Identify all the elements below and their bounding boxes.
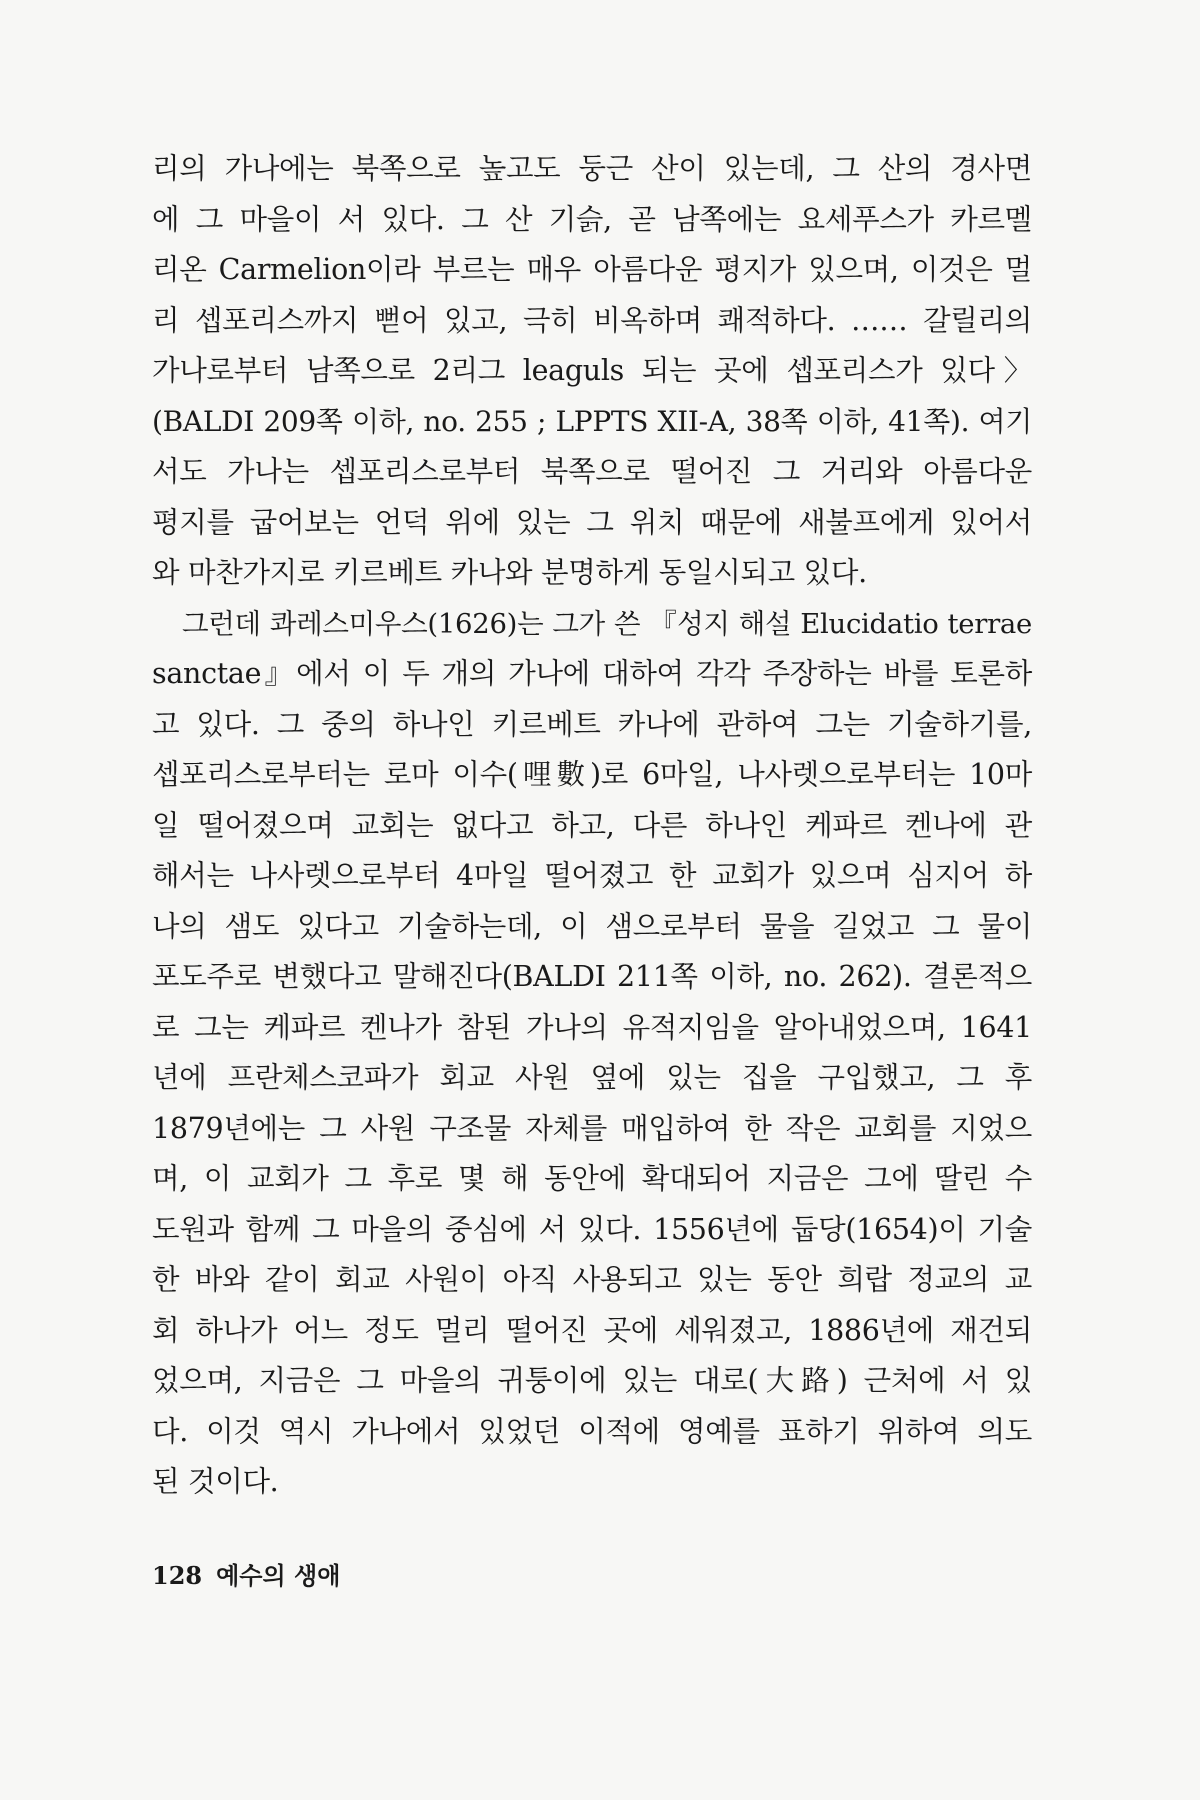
text-line: 서도 가나는 셉포리스로부터 북쪽으로 떨어진 그 거리와 아름다운 — [152, 455, 1032, 488]
text-line: 리의 가나에는 북쪽으로 높고도 둥근 산이 있는데, 그 산의 경사면 — [152, 152, 1032, 185]
body-text — [152, 144, 1032, 1508]
text-line: 고 있다. 그 중의 하나인 키르베트 카나에 관하여 그는 기술하기를, — [152, 707, 1032, 741]
text-line: 리온 Carmelion이라 부르는 매우 아름다운 평지가 있으며, 이것은 멀 — [152, 253, 1032, 286]
text-line: 그런데 콰레스미우스(1626)는 그가 쓴 『성지 해설 Elucidatio terrae — [182, 607, 1032, 640]
text-line: 나의 샘도 있다고 기술하는데, 이 샘으로부터 물을 길었고 그 물이 — [152, 909, 1032, 943]
text-line: 리 셉포리스까지 뻗어 있고, 극히 비옥하며 쾌적하다. …… 갈릴리의 — [152, 303, 1032, 337]
text-line: sanctae』에서 이 두 개의 가나에 대하여 각각 주장하는 바를 토론하 — [152, 657, 1032, 690]
text-line: 다. 이것 역시 가나에서 있었던 이적에 영예를 표하기 위하여 의도 — [152, 1414, 1032, 1448]
text-line: 평지를 굽어보는 언덕 위에 있는 그 위치 때문에 새불프에게 있어서 — [152, 505, 1032, 539]
running-title: 예수의 생애 — [216, 1561, 341, 1590]
text-line: 일 떨어졌으며 교회는 없다고 하고, 다른 하나인 케파르 켄나에 관 — [152, 808, 1032, 842]
page-number: 128 — [152, 1561, 203, 1590]
text-line: 었으며, 지금은 그 마을의 귀퉁이에 있는 대로(大路) 근처에 서 있 — [152, 1364, 1032, 1397]
text-line: 한 바와 같이 회교 사원이 아직 사용되고 있는 동안 희랍 정교의 교 — [152, 1263, 1032, 1296]
text-line: 해서는 나사렛으로부터 4마일 떨어졌고 한 교회가 있으며 심지어 하 — [152, 859, 1032, 892]
text-line: 된 것이다. — [152, 1465, 279, 1498]
text-line: 셉포리스로부터는 로마 이수(哩數)로 6마일, 나사렛으로부터는 10마 — [152, 758, 1032, 791]
text-line: 포도주로 변했다고 말해진다(BALDI 211쪽 이하, no. 262). 결론적으 — [152, 960, 1032, 993]
text-line: 도원과 함께 그 마을의 중심에 서 있다. 1556년에 둡당(1654)이 기술 — [152, 1212, 1032, 1246]
text-line: 로 그는 케파르 켄나가 참된 가나의 유적지임을 알아내었으며, 1641 — [152, 1010, 1032, 1044]
text-line: 년에 프란체스코파가 회교 사원 옆에 있는 집을 구입했고, 그 후 — [152, 1061, 1032, 1094]
text-line: 며, 이 교회가 그 후로 몇 해 동안에 확대되어 지금은 그에 딸린 수 — [152, 1162, 1032, 1195]
text-line: 1879년에는 그 사원 구조물 자체를 매입하여 한 작은 교회를 지었으 — [152, 1111, 1032, 1145]
text-line: 가나로부터 남쪽으로 2리그 leaguls 되는 곳에 셉포리스가 있다〉 — [152, 354, 1032, 387]
text-line: 회 하나가 어느 정도 멀리 떨어진 곳에 세워졌고, 1886년에 재건되 — [152, 1313, 1032, 1347]
page-footer — [152, 1556, 340, 1591]
text-line: 와 마찬가지로 키르베트 카나와 분명하게 동일시되고 있다. — [152, 556, 867, 589]
text-line: 에 그 마을이 서 있다. 그 산 기슭, 곧 남쪽에는 요세푸스가 카르멜 — [152, 202, 1032, 236]
text-line: (BALDI 209쪽 이하, no. 255 ; LPPTS XII-A, 38쪽 이하, 41쪽). 여기 — [152, 404, 1032, 438]
